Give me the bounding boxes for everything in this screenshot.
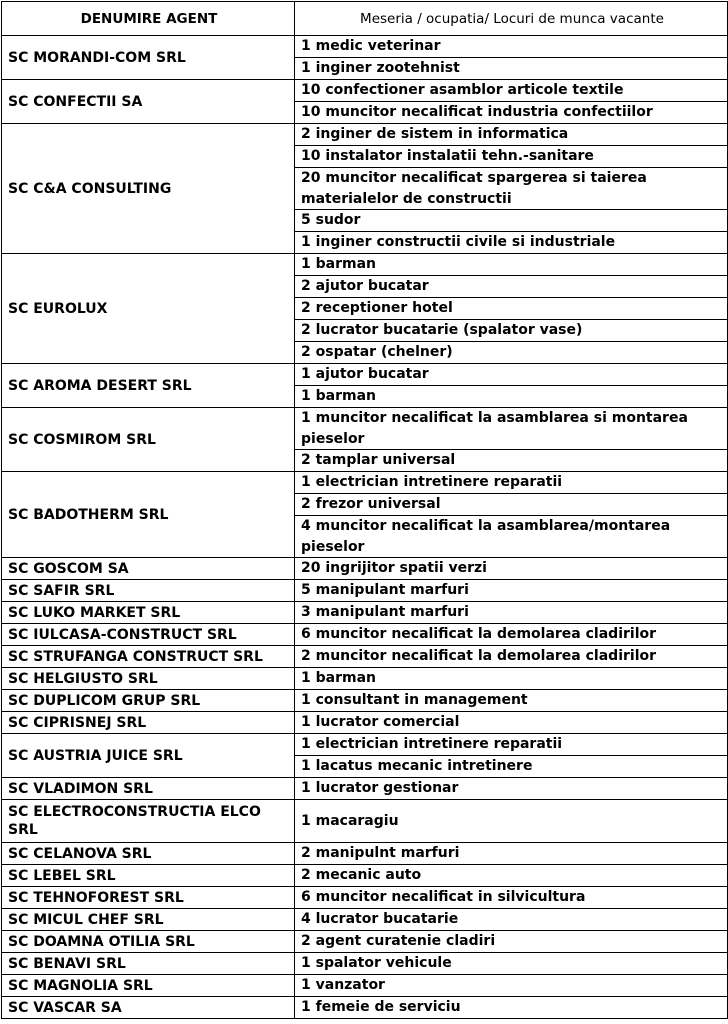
- table-row: [2, 953, 728, 975]
- vacancy-cell: 1 spalator vehicule: [295, 953, 728, 975]
- agent-name-cell: SC AUSTRIA JUICE SRL: [2, 734, 295, 778]
- table-row: [2, 646, 728, 668]
- table-row: [2, 668, 728, 690]
- table-row: [2, 712, 728, 734]
- vacancy-cell: 1 barman: [295, 386, 728, 408]
- agent-name-cell: SC LEBEL SRL: [2, 865, 295, 887]
- vacancy-cell: 5 manipulant marfuri: [295, 580, 728, 602]
- vacancy-cell: 2 ajutor bucatar: [295, 276, 728, 298]
- agent-name-cell: SC AROMA DESERT SRL: [2, 364, 295, 408]
- vacancy-cell: 2 inginer de sistem in informatica: [295, 124, 728, 146]
- table-row: [2, 80, 728, 102]
- vacancy-cell: 1 inginer constructii civile si industriale: [295, 232, 728, 254]
- table-row: [2, 472, 728, 494]
- vacancy-cell: 2 ospatar (chelner): [295, 342, 728, 364]
- agent-name-cell: SC GOSCOM SA: [2, 558, 295, 580]
- table-row: [2, 36, 728, 58]
- table-row: [2, 690, 728, 712]
- vacancy-cell: 3 manipulant marfuri: [295, 602, 728, 624]
- agent-name-cell: SC HELGIUSTO SRL: [2, 668, 295, 690]
- vacancy-cell: 6 muncitor necalificat in silvicultura: [295, 887, 728, 909]
- table-row: [2, 734, 728, 756]
- vacancy-cell: 1 lacatus mecanic intretinere: [295, 756, 728, 778]
- vacancy-cell: 2 agent curatenie cladiri: [295, 931, 728, 953]
- table-row: [2, 975, 728, 997]
- agent-name-cell: SC IULCASA-CONSTRUCT SRL: [2, 624, 295, 646]
- agent-name-cell: SC VASCAR SA: [2, 997, 295, 1019]
- vacancy-cell: 1 barman: [295, 254, 728, 276]
- table-row: [2, 997, 728, 1019]
- agent-name-cell: SC TEHNOFOREST SRL: [2, 887, 295, 909]
- agent-name-cell: SC SAFIR SRL: [2, 580, 295, 602]
- vacancy-cell: 10 instalator instalatii tehn.-sanitare: [295, 146, 728, 168]
- jobs-column-header: Meseria / ocupatia/ Locuri de munca vacante: [295, 2, 728, 36]
- agent-name-cell: SC DUPLICOM GRUP SRL: [2, 690, 295, 712]
- agent-name-cell: SC STRUFANGA CONSTRUCT SRL: [2, 646, 295, 668]
- vacancy-cell: 2 tamplar universal: [295, 450, 728, 472]
- vacancy-cell: 1 inginer zootehnist: [295, 58, 728, 80]
- table-row: [2, 254, 728, 276]
- vacancy-cell: 2 manipulnt marfuri: [295, 843, 728, 865]
- agent-name-cell: SC COSMIROM SRL: [2, 408, 295, 472]
- job-vacancies-table: [1, 1, 728, 1019]
- vacancy-cell: 1 medic veterinar: [295, 36, 728, 58]
- vacancy-cell: 20 ingrijitor spatii verzi: [295, 558, 728, 580]
- vacancy-cell: 2 mecanic auto: [295, 865, 728, 887]
- vacancy-cell: 4 lucrator bucatarie: [295, 909, 728, 931]
- vacancy-cell: 10 confectioner asamblor articole textile: [295, 80, 728, 102]
- table-row: [2, 408, 728, 450]
- vacancy-cell: 1 femeie de serviciu: [295, 997, 728, 1019]
- table-body: [2, 36, 728, 1019]
- table-row: [2, 931, 728, 953]
- agent-name-cell: SC CONFECTII SA: [2, 80, 295, 124]
- vacancy-cell: 2 lucrator bucatarie (spalator vase): [295, 320, 728, 342]
- agent-name-cell: SC LUKO MARKET SRL: [2, 602, 295, 624]
- vacancy-cell: 1 vanzator: [295, 975, 728, 997]
- vacancy-cell: 1 lucrator gestionar: [295, 778, 728, 800]
- agent-column-header: DENUMIRE AGENT: [2, 2, 295, 36]
- table-row: [2, 602, 728, 624]
- vacancy-cell: 1 ajutor bucatar: [295, 364, 728, 386]
- vacancy-cell: 1 electrician intretinere reparatii: [295, 734, 728, 756]
- agent-name-cell: SC BADOTHERM SRL: [2, 472, 295, 558]
- table-row: [2, 364, 728, 386]
- vacancy-cell: 2 muncitor necalificat la demolarea cladirilor: [295, 646, 728, 668]
- table-row: [2, 865, 728, 887]
- agent-name-cell: SC ELECTROCONSTRUCTIA ELCO SRL: [2, 800, 295, 843]
- vacancy-cell: 6 muncitor necalificat la demolarea cladirilor: [295, 624, 728, 646]
- table-row: [2, 843, 728, 865]
- agent-name-cell: SC MICUL CHEF SRL: [2, 909, 295, 931]
- table-row: [2, 624, 728, 646]
- vacancy-cell: 1 lucrator comercial: [295, 712, 728, 734]
- table-row: [2, 558, 728, 580]
- agent-name-cell: SC BENAVI SRL: [2, 953, 295, 975]
- table-row: [2, 909, 728, 931]
- vacancy-cell: 10 muncitor necalificat industria confectiilor: [295, 102, 728, 124]
- agent-name-cell: SC CELANOVA SRL: [2, 843, 295, 865]
- vacancy-cell: 20 muncitor necalificat spargerea si taierea materialelor de constructii: [295, 168, 728, 210]
- table-row: [2, 124, 728, 146]
- table-row: [2, 778, 728, 800]
- agent-name-cell: SC CIPRISNEJ SRL: [2, 712, 295, 734]
- vacancy-cell: 1 barman: [295, 668, 728, 690]
- vacancy-cell: 5 sudor: [295, 210, 728, 232]
- table-row: [2, 580, 728, 602]
- vacancy-cell: 2 receptioner hotel: [295, 298, 728, 320]
- agent-name-cell: SC DOAMNA OTILIA SRL: [2, 931, 295, 953]
- agent-name-cell: SC C&A CONSULTING: [2, 124, 295, 254]
- vacancy-cell: 4 muncitor necalificat la asamblarea/montarea pieselor: [295, 516, 728, 558]
- table-row: [2, 887, 728, 909]
- vacancy-cell: 1 macaragiu: [295, 800, 728, 843]
- agent-name-cell: SC EUROLUX: [2, 254, 295, 364]
- vacancy-cell: 1 consultant in management: [295, 690, 728, 712]
- agent-name-cell: SC VLADIMON SRL: [2, 778, 295, 800]
- vacancy-cell: 1 electrician intretinere reparatii: [295, 472, 728, 494]
- table-row: [2, 800, 728, 843]
- table-header-row: [2, 2, 728, 36]
- agent-name-cell: SC MORANDI-COM SRL: [2, 36, 295, 80]
- vacancy-cell: 1 muncitor necalificat la asamblarea si montarea pieselor: [295, 408, 728, 450]
- agent-name-cell: SC MAGNOLIA SRL: [2, 975, 295, 997]
- vacancy-cell: 2 frezor universal: [295, 494, 728, 516]
